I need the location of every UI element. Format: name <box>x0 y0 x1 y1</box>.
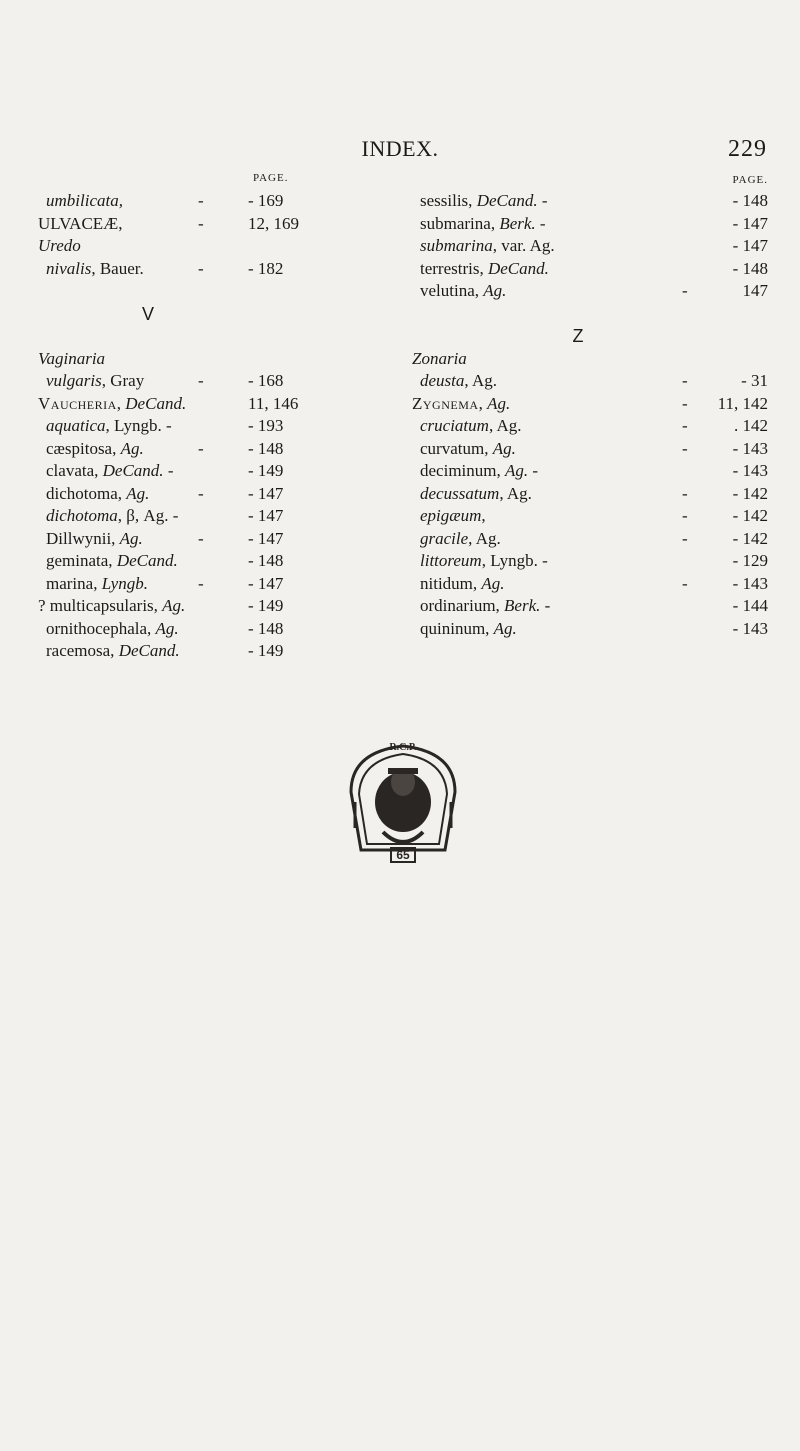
index-entry <box>38 460 378 483</box>
entry-name <box>420 483 532 505</box>
entry-name-part: DeCand. <box>116 551 178 570</box>
entry-name-part: gracile <box>420 528 469 548</box>
entry-name-part: , Lyngb. - <box>481 551 548 570</box>
leader-dash: - <box>198 213 204 233</box>
index-entry <box>38 348 378 371</box>
spacer <box>38 280 378 303</box>
index-entry <box>412 505 768 528</box>
entry-name-part: deciminum, <box>420 461 505 480</box>
entry-name-part: , Ag. <box>488 416 522 435</box>
entry-name-part: Ag. <box>487 393 511 413</box>
page-title: INDEX. <box>361 136 439 161</box>
entry-page: - 193 <box>248 416 284 435</box>
entry-name-part: deusta <box>420 371 465 390</box>
index-column-right <box>412 172 768 640</box>
leader-dash: - <box>198 528 204 548</box>
entry-name-part: submarina <box>420 236 493 255</box>
index-entry <box>38 213 378 236</box>
entry-name-part: Uredo <box>38 236 81 255</box>
entry-name-part: littoreum <box>420 551 482 570</box>
entry-page: . 142 <box>734 416 768 435</box>
entry-page: - 143 <box>732 618 768 638</box>
index-entry <box>412 573 768 596</box>
index-entry <box>412 483 768 506</box>
page-number: 229 <box>728 136 767 162</box>
entry-page: - 147 <box>732 213 768 233</box>
entry-name-part: DeCand. <box>487 258 549 278</box>
entry-name <box>46 370 144 392</box>
entry-name <box>46 618 179 640</box>
index-entry <box>412 528 768 551</box>
entry-name-part: ? multicapsularis, <box>38 596 163 615</box>
leader-dash: - <box>682 573 688 593</box>
index-entry <box>412 213 768 236</box>
index-entries <box>38 190 378 663</box>
entry-name <box>46 415 172 437</box>
stamp-number: 65 <box>396 848 410 862</box>
entry-name <box>38 348 105 370</box>
entry-page: - 148 <box>248 618 284 638</box>
entry-name-part: Berk. <box>504 596 541 615</box>
entry-name-part: Ag. <box>126 483 150 503</box>
leader-dash: - <box>198 371 204 390</box>
index-entry <box>412 280 768 303</box>
entry-page: - 147 <box>248 506 284 525</box>
entry-page: - 149 <box>248 461 284 480</box>
entry-name <box>46 640 180 662</box>
entry-name-part: ornithocephala, <box>46 618 156 638</box>
index-entry <box>38 550 378 573</box>
leader-dash: - <box>198 438 204 458</box>
entry-name-part: epigæum <box>420 506 482 525</box>
entry-name-part: Zygnema <box>412 393 479 413</box>
leader-dash: - <box>682 371 688 390</box>
entry-name-part: , <box>478 393 488 413</box>
entry-name-part: , var. Ag. <box>492 236 555 255</box>
entry-name <box>46 438 144 460</box>
entry-page: 12, 169 <box>248 213 299 233</box>
entry-name-part: - <box>540 596 551 615</box>
index-entry <box>38 528 378 551</box>
entry-name-part: ordinarium, <box>420 596 505 615</box>
index-entry <box>38 618 378 641</box>
entry-name <box>46 528 143 550</box>
entry-name <box>420 505 486 527</box>
entry-name-part: terrestris, <box>420 258 488 278</box>
entry-name-part: - <box>535 213 546 233</box>
entry-page: 11, 142 <box>717 393 768 413</box>
entry-name-part: , Lyngb. - <box>105 416 172 435</box>
entry-name-part: clavata, <box>46 461 103 480</box>
entry-name-part: cæspitosa, <box>46 438 121 458</box>
entry-name-part: quininum, <box>420 618 494 638</box>
entry-name-part: Ag. <box>120 438 144 458</box>
index-entry <box>412 393 768 416</box>
index-entry <box>38 483 378 506</box>
entry-name-part: , β, Ag. - <box>117 506 179 525</box>
index-entry <box>412 438 768 461</box>
section-letter <box>412 325 768 348</box>
page-column-heading: PAGE. <box>253 172 289 184</box>
entry-name-part: vulgaris <box>46 371 102 390</box>
entry-name-part: Ag. <box>504 461 529 480</box>
spacer <box>38 325 378 348</box>
index-entry <box>412 235 768 258</box>
entry-page: - 142 <box>732 506 768 525</box>
index-entry <box>38 370 378 393</box>
entry-name <box>420 190 548 212</box>
entry-name-part: Ag. <box>481 573 505 593</box>
index-entry <box>412 595 768 618</box>
index-entry <box>412 618 768 641</box>
entry-name-part: Berk. <box>499 213 536 233</box>
entry-name <box>46 505 178 527</box>
leader-dash: - <box>682 393 688 413</box>
entry-name <box>412 348 467 370</box>
entry-name-part: marina, <box>46 573 102 593</box>
entry-page: - 147 <box>248 573 284 593</box>
spacer <box>412 303 768 326</box>
entry-name <box>412 393 510 415</box>
index-entry <box>38 258 378 281</box>
entry-page: 147 <box>742 281 768 300</box>
entry-name-part: curvatum, <box>420 438 493 458</box>
entry-name <box>46 258 144 280</box>
entry-name-part: Dillwynii, <box>46 528 120 548</box>
entry-name-part: nitidum, <box>420 573 482 593</box>
entry-page: - 147 <box>248 528 284 548</box>
entry-name-part: , Ag. <box>499 483 532 503</box>
index-entry <box>38 190 378 213</box>
entry-page: - 148 <box>248 438 284 458</box>
entry-name-part: Lyngb. <box>101 573 148 593</box>
entry-page: - 169 <box>248 191 284 210</box>
entry-name <box>420 618 517 640</box>
index-entries <box>412 190 768 640</box>
entry-name-part: Ag. <box>493 618 517 638</box>
entry-name <box>38 393 186 415</box>
entry-name <box>420 235 555 257</box>
index-entry <box>38 595 378 618</box>
entry-page: - 31 <box>741 371 768 390</box>
entry-name-part: , <box>116 393 126 413</box>
entry-page: - 182 <box>248 258 284 278</box>
leader-dash: - <box>682 483 688 503</box>
entry-page: - 148 <box>248 551 284 570</box>
entry-name <box>420 595 550 617</box>
leader-dash: - <box>682 506 688 525</box>
index-entry <box>412 348 768 371</box>
index-entry <box>412 190 768 213</box>
section-letter <box>38 303 378 326</box>
entry-name <box>420 213 546 235</box>
leader-dash: - <box>682 416 688 435</box>
entry-name <box>420 438 516 460</box>
entry-name <box>46 550 178 572</box>
entry-name <box>420 528 501 550</box>
leader-dash: - <box>682 438 688 458</box>
entry-name <box>420 415 522 437</box>
entry-name-part: Zonaria <box>412 348 467 368</box>
entry-name <box>420 258 549 280</box>
entry-page: - 168 <box>248 371 284 390</box>
entry-name <box>420 460 538 482</box>
entry-name-part: submarina, <box>420 213 500 233</box>
entry-name-part: Ag. <box>162 596 186 615</box>
index-entry <box>412 370 768 393</box>
entry-name-part: aquatica <box>46 416 106 435</box>
index-entry <box>412 460 768 483</box>
index-entry <box>38 415 378 438</box>
entry-name <box>420 573 505 595</box>
leader-dash: - <box>682 528 688 548</box>
entry-page: - 148 <box>732 191 768 210</box>
entry-name-part: Ag. <box>155 618 179 638</box>
leader-dash: - <box>198 258 204 278</box>
entry-page: - 143 <box>732 461 768 480</box>
entry-name-part: DeCand. <box>476 191 538 210</box>
entry-name-part: geminata, <box>46 551 117 570</box>
entry-name-part: nivalis <box>46 258 92 278</box>
entry-name-part: , <box>481 506 486 525</box>
entry-name <box>38 595 185 617</box>
entry-name <box>38 213 123 235</box>
entry-page: 11, 146 <box>248 393 299 413</box>
entry-name <box>46 483 149 505</box>
index-entry <box>412 550 768 573</box>
entry-name <box>420 550 548 572</box>
entry-name-part: DeCand. <box>102 461 164 480</box>
index-entry <box>38 640 378 663</box>
entry-name-part: Vaginaria <box>38 348 106 368</box>
section-letter-label: V <box>141 303 154 324</box>
entry-name-part: - <box>537 191 548 210</box>
entry-name-part: , Gray <box>101 371 145 390</box>
entry-name-part: dichotoma <box>46 506 118 525</box>
entry-name-part: Vaucheria <box>38 393 117 413</box>
index-column-left <box>38 172 378 663</box>
entry-page: - 148 <box>732 258 768 278</box>
entry-name-part: ULVACEÆ, <box>38 213 123 233</box>
entry-name-part: Ag. <box>119 528 143 548</box>
leader-dash: - <box>682 281 688 300</box>
entry-name-part: - <box>528 461 539 480</box>
entry-name-part: Ag. <box>492 438 516 458</box>
entry-page: - 147 <box>248 483 284 503</box>
entry-name-part: - <box>163 461 174 480</box>
entry-name <box>46 460 173 482</box>
entry-name-part: dichotoma, <box>46 483 127 503</box>
entry-name-part: decussatum <box>420 483 500 503</box>
entry-name <box>46 573 148 595</box>
index-entry <box>38 393 378 416</box>
index-entry <box>38 505 378 528</box>
entry-page: - 143 <box>732 438 768 458</box>
entry-name-part: cruciatum <box>420 416 489 435</box>
entry-name <box>420 370 497 392</box>
entry-page: - 149 <box>248 596 284 615</box>
entry-name-part: , Ag. <box>464 371 497 390</box>
index-entry <box>38 573 378 596</box>
leader-dash: - <box>198 573 204 593</box>
entry-name <box>46 190 123 212</box>
section-letter-label: Z <box>572 326 584 346</box>
index-entry <box>412 415 768 438</box>
entry-page: - 144 <box>732 596 768 615</box>
entry-name <box>420 280 506 302</box>
entry-name-part: DeCand. <box>125 393 187 413</box>
entry-name-part: DeCand. <box>118 641 180 660</box>
index-entry <box>38 235 378 258</box>
index-entry <box>38 438 378 461</box>
entry-name-part: umbilicata, <box>46 191 123 210</box>
entry-page: - 142 <box>732 528 768 548</box>
stamp-text: R.C.P. <box>389 742 417 753</box>
entry-name-part: sessilis, <box>420 191 477 210</box>
entry-page: - 143 <box>732 573 768 593</box>
entry-name-part: velutina, <box>420 281 484 300</box>
entry-page: - 142 <box>732 483 768 503</box>
leader-dash: - <box>198 191 204 210</box>
leader-dash: - <box>198 483 204 503</box>
entry-page: - 129 <box>732 551 768 570</box>
entry-name <box>38 235 81 257</box>
entry-page: - 149 <box>248 641 284 660</box>
entry-name-part: , Bauer. <box>91 258 144 278</box>
page-column-heading: PAGE. <box>732 174 768 186</box>
index-entry <box>412 258 768 281</box>
entry-name-part: , Ag. <box>468 528 501 548</box>
entry-name-part: Ag. <box>483 281 507 300</box>
entry-name-part: racemosa, <box>46 641 119 660</box>
library-stamp-icon <box>333 732 473 872</box>
entry-page: - 147 <box>732 236 768 255</box>
